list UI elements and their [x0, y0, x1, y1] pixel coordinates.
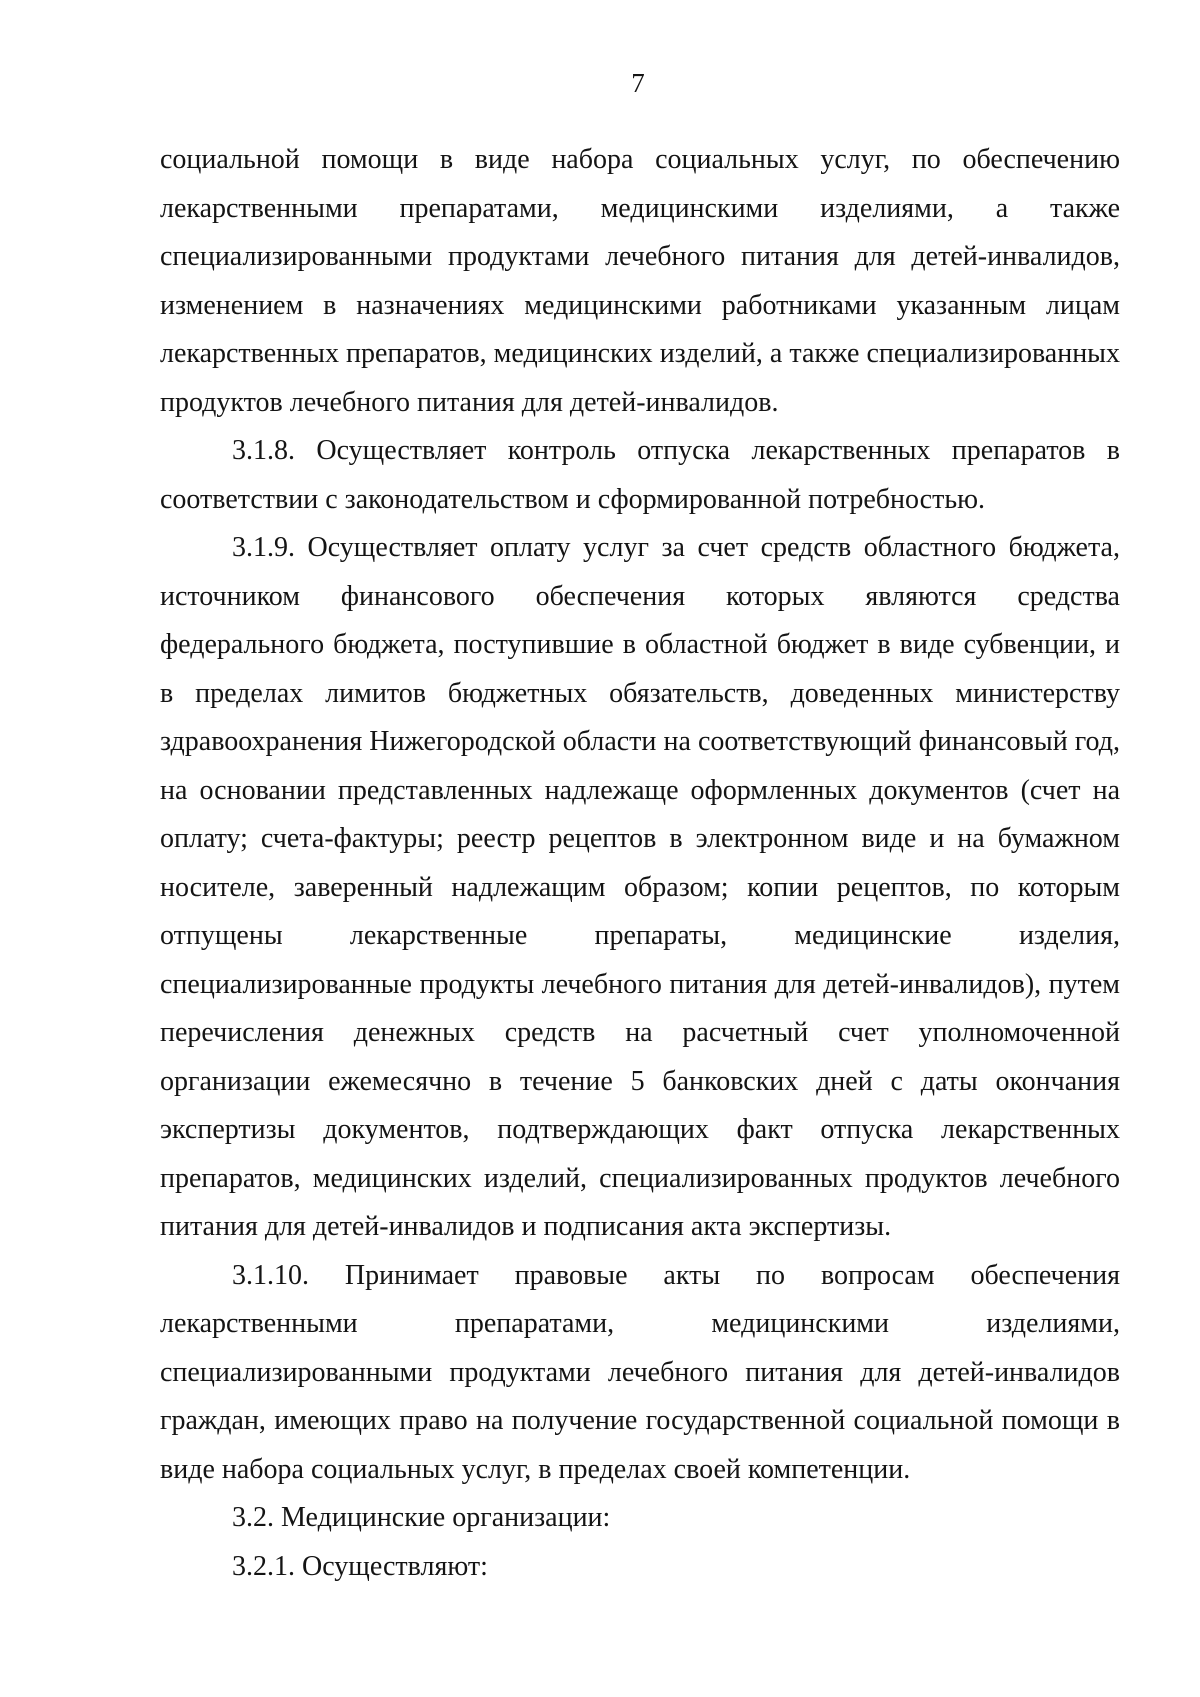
paragraph-3-1-8: 3.1.8. Осуществляет контроль отпуска лекарственных препаратов в соответствии с законодательством и сформированной потребностью.	[160, 435, 1120, 515]
paragraph-3-2: 3.2. Медицинские организации:	[232, 1502, 611, 1533]
paragraph-continuation: социальной помощи в виде набора социальных услуг, по обеспечению лекарственными препаратами, медицинскими изделиями, а также специализированными продуктами лечебного питания для детей-инвалидов, изменением в назначениях медицинскими работниками указанным лицам лекарственных препаратов, медицинских изделий, а также специализированных продуктов лечебного питания для детей-инвалидов.	[160, 144, 1120, 418]
document-body	[160, 136, 1120, 1591]
paragraph-3-2-1: 3.2.1. Осуществляют:	[232, 1550, 488, 1582]
paragraph-3-1-9: 3.1.9. Осуществляет оплату услуг за счет средств областного бюджета, источником финансового обеспечения которых являются средства федерального бюджета, поступившие в областной бюджет в виде субвенции, и в пределах лимитов бюджетных обязательств, доведенных министерству здравоохранения Нижегородской области на соответствующий финансовый год, на основании представленных надлежаще оформленных документов (счет на оплату; счета-фактуры; реестр рецептов в электронном виде и на бумажном носителе, заверенный надлежащим образом; копии рецептов, по которым отпущены лекарственные препараты, медицинские изделия, специализированные продукты лечебного питания для детей-инвалидов), путем перечисления денежных средств на расчетный счет уполномоченной организации ежемесячно в течение 5 банковских дней с даты окончания экспертизы документов, подтверждающих факт отпуска лекарственных препаратов, медицинских изделий, специализированных продуктов лечебного питания для детей-инвалидов и подписания акта экспертизы.	[160, 532, 1120, 1242]
paragraph-3-1-10: 3.1.10. Принимает правовые акты по вопросам обеспечения лекарственными препаратами, медицинскими изделиями, специализированными продуктами лечебного питания для детей-инвалидов граждан, имеющих право на получение государственной социальной помощи в виде набора социальных услуг, в пределах своей компетенции.	[160, 1259, 1120, 1485]
page-number: 7	[631, 68, 645, 98]
